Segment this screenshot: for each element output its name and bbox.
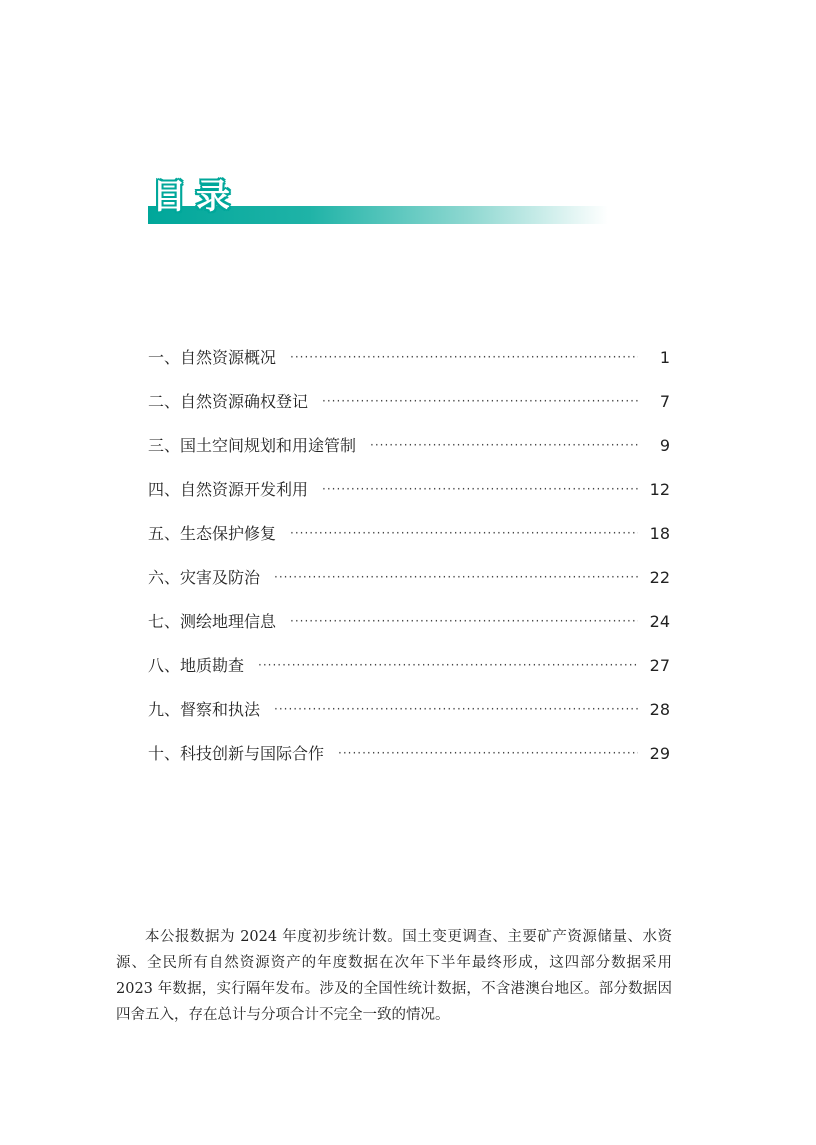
toc-item-label: 四、自然资源开发利用: [148, 480, 309, 499]
toc-item-2[interactable]: [148, 388, 670, 432]
toc-item-4[interactable]: [148, 476, 670, 520]
toc-item-label: 六、灾害及防治: [148, 568, 261, 587]
data-note-paragraph: 本公报数据为 2024 年度初步统计数。国土变更调查、主要矿产资源储量、水资源、全民所有自然资源资产的年度数据在次年下半年最终形成，这四部分数据采用 2023 年数据，实行隔年发布。涉及的全国性统计数据，不含港澳台地区。部分数据因四舍五入，存在总计与分项合计不完全一致的情况。: [116, 929, 672, 1023]
toc-item-page: 7: [659, 392, 670, 411]
toc-item-7[interactable]: [148, 608, 670, 652]
toc-item-page: 28: [649, 700, 670, 719]
toc-item-5[interactable]: [148, 520, 670, 564]
toc-leader-dots: [274, 695, 638, 723]
toc-item-page: 22: [649, 568, 670, 587]
toc-item-3[interactable]: [148, 432, 670, 476]
toc-item-10[interactable]: [148, 740, 670, 784]
toc-item-page: 24: [649, 612, 670, 631]
toc-item-label: 五、生态保护修复: [148, 524, 277, 543]
toc-item-label: 二、自然资源确权登记: [148, 392, 309, 411]
toc-item-label: 九、督察和执法: [148, 700, 261, 719]
toc-item-page: 18: [649, 524, 670, 543]
toc-item-label: 十、科技创新与国际合作: [148, 744, 325, 763]
toc-title-block: [148, 178, 608, 226]
toc-leader-dots: [290, 519, 638, 547]
toc-item-8[interactable]: [148, 652, 670, 696]
toc-leader-dots: [258, 651, 638, 679]
toc-leader-dots: [322, 475, 638, 503]
toc-item-6[interactable]: [148, 564, 670, 608]
page-title: 目录: [152, 177, 240, 217]
toc-item-label: 七、测绘地理信息: [148, 612, 277, 631]
toc-item-label: 三、国土空间规划和用途管制: [148, 436, 357, 455]
toc-leader-dots: [274, 563, 638, 591]
toc-item-label: 一、自然资源概况: [148, 348, 277, 367]
toc-item-label: 八、地质勘查: [148, 656, 245, 675]
toc-item-1[interactable]: [148, 344, 670, 388]
toc-item-page: 12: [649, 480, 670, 499]
toc-leader-dots: [290, 343, 638, 371]
toc-leader-dots: [322, 387, 638, 415]
toc-item-page: 9: [659, 436, 670, 455]
toc-item-page: 29: [649, 744, 670, 763]
toc-item-9[interactable]: [148, 696, 670, 740]
toc-leader-dots: [370, 431, 638, 459]
table-of-contents: [148, 344, 670, 784]
toc-leader-dots: [338, 739, 638, 767]
toc-leader-dots: [290, 607, 638, 635]
toc-item-page: 1: [659, 348, 670, 367]
toc-item-page: 27: [649, 656, 670, 675]
